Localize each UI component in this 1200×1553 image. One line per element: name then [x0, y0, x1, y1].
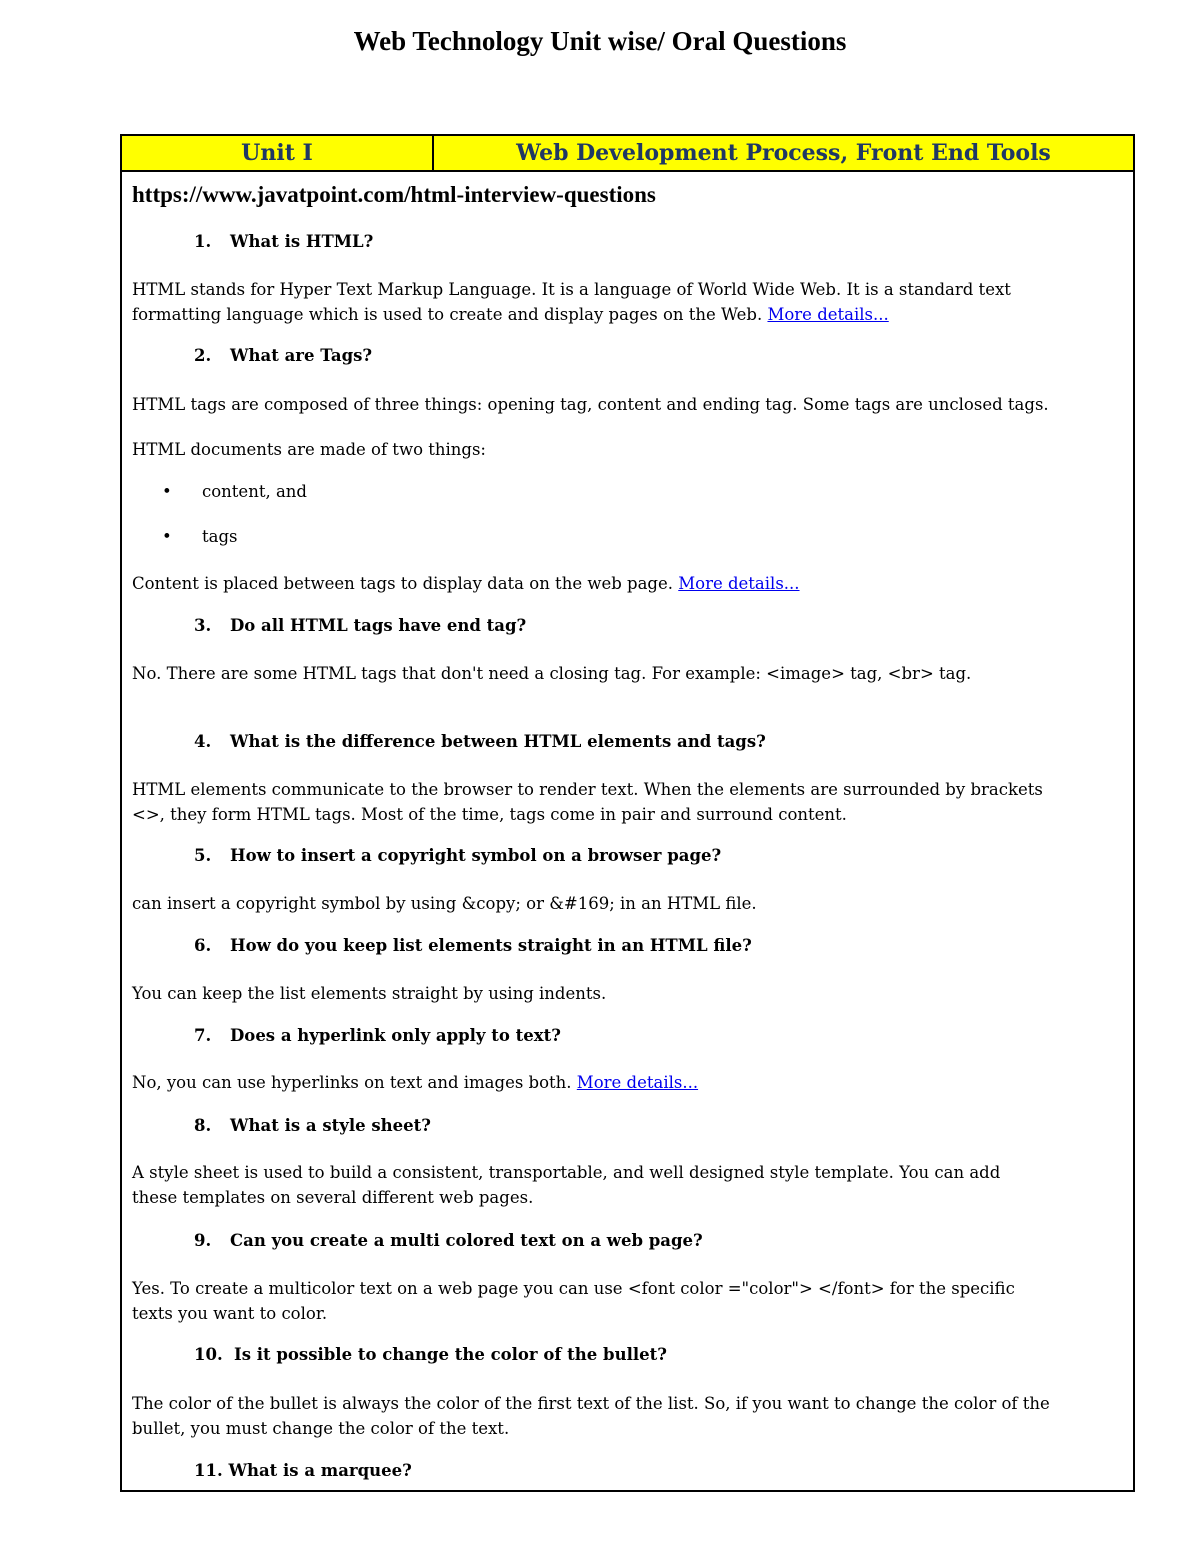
answer-9-line-1: Yes. To create a multicolor text on a web page you can use <font color ="color"> </font> for the specific: [132, 1279, 1015, 1298]
question-number: 8.: [194, 1116, 212, 1135]
question-number: 9.: [194, 1231, 212, 1250]
answer-4-line-1: HTML elements communicate to the browser to render text. When the elements are surrounded by brackets: [132, 780, 1043, 799]
question-4: [194, 732, 766, 751]
question-9: [194, 1231, 703, 1250]
question-10: [194, 1345, 667, 1364]
question-text: Does a hyperlink only apply to text?: [230, 1026, 561, 1045]
bullet-item: [162, 482, 307, 501]
question-2: [194, 346, 372, 365]
question-number: 4.: [194, 732, 212, 751]
question-11: [194, 1461, 412, 1480]
question-text: Can you create a multi colored text on a web page?: [230, 1231, 703, 1250]
question-text: What are Tags?: [230, 346, 373, 365]
answer-10-line-1: The color of the bullet is always the color of the first text of the list. So, if you want to change the color of the: [132, 1394, 1050, 1413]
answer-3-line-1: No. There are some HTML tags that don't need a closing tag. For example: <image> tag, <br> tag.: [132, 664, 972, 683]
answer-6-line-1: You can keep the list elements straight by using indents.: [132, 984, 607, 1003]
question-text: What is a style sheet?: [230, 1116, 431, 1135]
more-details-link[interactable]: More details...: [767, 305, 889, 324]
more-details-link[interactable]: More details...: [678, 574, 800, 593]
questions-content: [122, 136, 1133, 1490]
question-3: [194, 616, 526, 635]
question-text: What is HTML?: [230, 232, 374, 251]
question-number: 3.: [194, 616, 212, 635]
answer-5-line-1: can insert a copyright symbol by using &copy; or &#169; in an HTML file.: [132, 894, 757, 913]
source-url: https://www.javatpoint.com/html-interview-questions: [132, 182, 656, 207]
page-title: Web Technology Unit wise/ Oral Questions: [353, 26, 847, 56]
question-number: 6.: [194, 936, 212, 955]
bullet-icon: •: [162, 482, 172, 501]
answer-2-line-1: HTML tags are composed of three things: opening tag, content and ending tag. Some tags are unclosed tags.: [132, 395, 1049, 414]
question-text: What is the difference between HTML elements and tags?: [230, 732, 766, 751]
bullet-item: [162, 527, 238, 546]
questions-table: [120, 134, 1135, 1492]
answer-8-line-1: A style sheet is used to build a consistent, transportable, and well designed style template. You can add: [132, 1163, 1001, 1182]
question-1: [194, 232, 373, 251]
unit-topic: Web Development Process, Front End Tools: [516, 140, 1051, 166]
answer-9-line-2: texts you want to color.: [132, 1304, 328, 1323]
question-number: 7.: [194, 1026, 212, 1045]
answer-1-line-1: HTML stands for Hyper Text Markup Language. It is a language of World Wide Web. It is a standard text: [132, 280, 1011, 299]
answer-7-line-1: [132, 1070, 698, 1095]
question-number: 5.: [194, 846, 212, 865]
question-6: [194, 936, 752, 955]
more-details-link[interactable]: More details...: [576, 1073, 699, 1092]
answer-text: Content is placed between tags to display data on the web page.: [132, 574, 679, 593]
answer-8-line-2: these templates on several different web pages.: [132, 1188, 534, 1207]
question-8: [194, 1116, 431, 1135]
answer-2-line-3: [132, 571, 800, 596]
bullet-icon: •: [162, 527, 172, 546]
answer-10-line-2: bullet, you must change the color of the text.: [132, 1419, 510, 1438]
question-text: 11. What is a marquee?: [194, 1461, 412, 1480]
answer-text: formatting language which is used to create and display pages on the Web.: [132, 305, 768, 324]
bullet-text: tags: [202, 527, 238, 546]
question-5: [194, 846, 721, 865]
answer-4-line-2: <>, they form HTML tags. Most of the time, tags come in pair and surround content.: [132, 805, 847, 824]
bullet-text: content, and: [202, 482, 307, 501]
question-text: Is it possible to change the color of the bullet?: [234, 1345, 667, 1364]
answer-2-line-2: HTML documents are made of two things:: [132, 440, 486, 459]
answer-text: No, you can use hyperlinks on text and images both.: [132, 1073, 577, 1092]
question-number: 2.: [194, 346, 212, 365]
unit-label: Unit I: [122, 136, 434, 170]
question-7: [194, 1026, 561, 1045]
question-number: 1.: [194, 232, 212, 251]
answer-1-line-2: [132, 302, 889, 327]
question-text: How to insert a copyright symbol on a browser page?: [230, 846, 722, 865]
question-number: 10.: [194, 1345, 223, 1364]
question-text: How do you keep list elements straight in an HTML file?: [230, 936, 752, 955]
question-text: Do all HTML tags have end tag?: [230, 616, 527, 635]
